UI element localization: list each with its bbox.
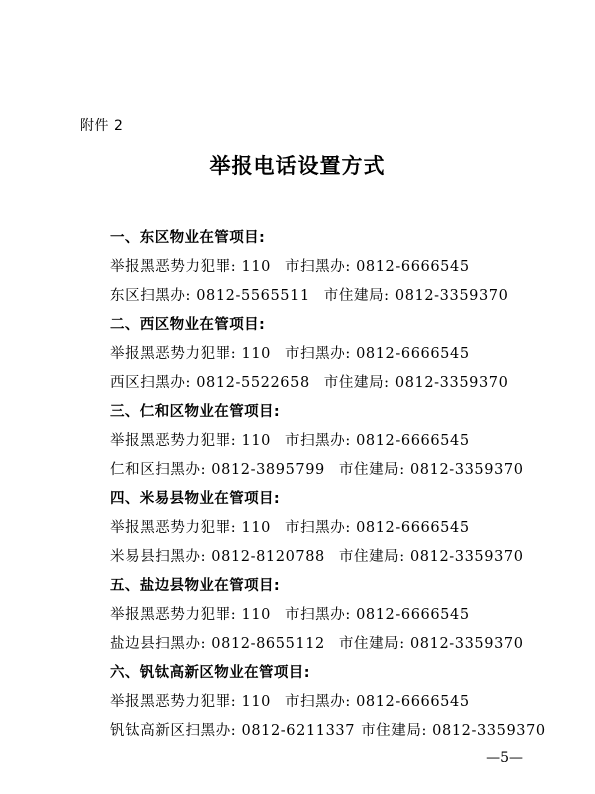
crime-hotline: 举报黑恶势力犯罪: 110 [110,694,271,710]
hotline-sections [110,224,570,746]
attachment-label: 附件 2 [80,118,124,134]
city-office-hotline: 市扫黑办: 0812-6666545 [284,520,470,536]
section-renhe-district [110,398,570,485]
district-office-line [110,630,570,659]
section-heading: 四、米易县物业在管项目: [110,491,281,507]
report-crime-line [110,514,570,543]
crime-hotline: 举报黑恶势力犯罪: 110 [110,607,271,623]
city-office-hotline: 市扫黑办: 0812-6666545 [284,694,470,710]
section-vanadium-titanium-hitech-zone [110,659,570,746]
city-office-hotline: 市扫黑办: 0812-6666545 [284,607,470,623]
district-office-hotline: 仁和区扫黑办: 0812-3895799 [110,462,325,478]
report-crime-line [110,340,570,369]
report-crime-line [110,601,570,630]
housing-bureau-hotline: 市住建局: 0812-3359370 [361,723,546,739]
crime-hotline: 举报黑恶势力犯罪: 110 [110,346,271,362]
district-office-hotline: 盐边县扫黑办: 0812-8655112 [110,636,325,652]
report-crime-line [110,253,570,282]
district-office-line [110,456,570,485]
section-heading: 五、盐边县物业在管项目: [110,578,281,594]
housing-bureau-hotline: 市住建局: 0812-3359370 [338,636,524,652]
housing-bureau-hotline: 市住建局: 0812-3359370 [338,549,524,565]
section-heading: 三、仁和区物业在管项目: [110,404,281,420]
district-office-hotline: 米易县扫黑办: 0812-8120788 [110,549,325,565]
district-office-line [110,543,570,572]
section-heading: 六、钒钛高新区物业在管项目: [110,665,310,681]
district-office-line [110,369,570,398]
section-heading: 一、东区物业在管项目: [110,230,266,246]
report-crime-line [110,688,570,717]
city-office-hotline: 市扫黑办: 0812-6666545 [284,433,470,449]
section-east-district [110,224,570,311]
city-office-hotline: 市扫黑办: 0812-6666545 [284,346,470,362]
district-office-line [110,282,570,311]
housing-bureau-hotline: 市住建局: 0812-3359370 [323,375,509,391]
district-office-line [110,717,570,746]
crime-hotline: 举报黑恶势力犯罪: 110 [110,433,271,449]
district-office-hotline: 东区扫黑办: 0812-5565511 [110,288,310,304]
housing-bureau-hotline: 市住建局: 0812-3359370 [323,288,509,304]
city-office-hotline: 市扫黑办: 0812-6666545 [284,259,470,275]
page-number: —5— [486,750,523,766]
report-crime-line [110,427,570,456]
district-office-hotline: 钒钛高新区扫黑办: 0812-6211337 [110,723,356,739]
section-miyi-county [110,485,570,572]
crime-hotline: 举报黑恶势力犯罪: 110 [110,259,271,275]
section-heading: 二、西区物业在管项目: [110,317,266,333]
housing-bureau-hotline: 市住建局: 0812-3359370 [338,462,524,478]
district-office-hotline: 西区扫黑办: 0812-5522658 [110,375,310,391]
section-yanbian-county [110,572,570,659]
section-west-district [110,311,570,398]
document-title: 举报电话设置方式 [209,153,386,178]
crime-hotline: 举报黑恶势力犯罪: 110 [110,520,271,536]
